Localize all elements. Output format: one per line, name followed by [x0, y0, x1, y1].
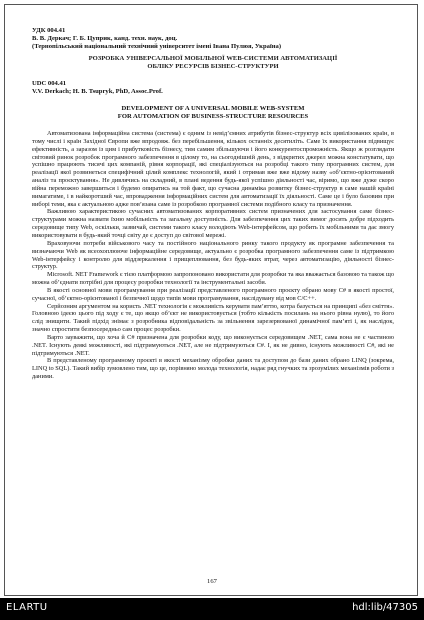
affiliation-ua: (Тернопільський національний технічний університет імені Івана Пулюя, Україна)	[32, 43, 282, 50]
handle-link[interactable]: hdl:lib/47305	[352, 602, 418, 613]
paper-page	[32, 27, 394, 381]
title-en-line1: DEVELOPMENT OF A UNIVERSAL MOBILE WEB-SYSTEM	[121, 105, 305, 112]
title-ua-line1: РОЗРОБКА УНІВЕРСАЛЬНОЇ МОБІЛЬНОЇ WEB-СИСТЕМИ АВТОМАТИЗАЦІЇ	[88, 55, 338, 62]
authors-en: V.V. Derkach; H. B. Tsupryk, PhD, Assoc.Prof.	[32, 88, 163, 95]
body-text	[32, 130, 394, 381]
paragraph-3: Враховуючи потреби військового часу та постійного національного ринку такого продукту як програмне забезпечення та визначаючи Web як всеохоплююче інформаційне середовище, актуально є розробка програмного забезпечення саме із підтримкою Web-інтерфейсу і контролю для віддзеркалення і прищеплювання, без будь-яких втрат, через автоматизацію, діяльності бізнес-структур.	[32, 239, 394, 271]
authors-ua: В. В. Деркач; Г. Б. Цуприк, канд. техн. наук, доц.	[32, 35, 178, 42]
paragraph-4: Microsoft. NET Framework є тією платформою запропоновано використати для розробки та яка вважається базовою та також що можна об’єднати потрібні для процесу розробки технології та інструментальні засоби.	[32, 271, 394, 287]
repository-footer-bar	[0, 598, 424, 620]
paragraph-1: Автоматизована інформаційна система (система) є одним із невід’ємних атрибутів бізнес-структур всіх цивілізованих країн, в тому числі і країн Західної Європи вже впродовж. без перебільшення, кількох останніх десятиліть. Саме їх використання підвищує ефективність, а заразом із цим і прибутковість бізнесу, тим самим збільшуючи і його конкурентоспроможність. Якщо ж розглядати світовий ринок розробок програмного забезпечення в цілому то, на сьогоднішній день, з відкритих джерел можна констатувати, що успішно працюють тисячі цих компаній, рівня корпорації, які спеціалізуються на розробці такого типу програмних систем, для реалізації якої розвинеться специфічний цілий комплекс технологій, який і отримав вже вже відому назву «об’єктно-орієнтований аналіз та проєктування». Не дивлячись на складний, в плані ведення будь-якої успішно діяльності час, віримо, що вже дуже скоро війна переможно завершиться і будемо опиратись на той факт, що сучасна динаміка розвитку бізнес-структур в саме нашій країні вимагатиме, і в найкоротший час, впровадження інформаційних систем для автоматизації їх діяльності. Саме це і було базовим при виборі теми, яка є актуальною адже пов’язана саме із розробкою програмної системи подібного класу та призначення.	[32, 130, 394, 208]
title-ua-line2: ОБЛІКУ РЕСУРСІВ БІЗНЕС-СТРУКТУРИ	[147, 63, 279, 70]
paragraph-6: Серйозним аргументом на користь .NET технологія є можливість керувати пам’яттю, котра базується на принципі «без сміття». Головною ідеєю цього під ходу є те, що якщо об’єкт не використовується (тобто кількість посилань на нього рівна нулю), то його слід знищити. Такий підхід знімає з розробника відповідальність за звільнення зарезервованої динамічної пам’яті і, як наслідок, значно спростити безпосередньо сам процес розробки.	[32, 302, 394, 334]
paragraph-2: Важливою характеристикою сучасних автоматизованих корпоративних систем призначених для застосування саме бізнес-структурами можна назвати їхню мобільність та загальну доступність. Для забезпечення цих таких вимог досить добре підходить середовище типу Web, оскільки, зазвичай, системи такого класу володіють Web-інтерфейсом, що робить їх мобільними та дає змогу використовувати в будь-який точці світу де є доступ до світової мережі.	[32, 208, 394, 239]
repository-name: ELARTU	[6, 602, 48, 613]
udc-ua: УДК 004.41	[32, 27, 66, 34]
paragraph-7: Варто зауважити, що хоча й C# призначена для розробки коду, що виконується середовищем .NET, сама вона не є частиною .NET. Існують деякі можливості, які підтримуються .NET, але не підтримуються C#. І, як не дивно, існують можливості C#, які не підтримуються .NET.	[32, 333, 394, 357]
udc-en: UDC 004.41	[32, 80, 67, 87]
paragraph-8: В представленому програмному проєкті в якості механізму обробки даних та доступом до бази даних обрано LINQ (зокрема, LINQ to SQL). Такий вибір зумовлено тим, що це, порівняно молода технологія, надає ряд гнучких та зрозумілих механізмів роботи з даними.	[32, 357, 394, 381]
paragraph-5: В якості основної мови програмування при реалізації представленого програмного проєкту обрано мову C# в якості простої, сучасної, об’єктно-орієнтованої і безпечної щодо типів мови програмування, наслідувану від мов C/C++.	[32, 286, 394, 302]
page-number: 167	[207, 578, 217, 585]
title-en-line2: FOR AUTOMATION OF BUSINESS-STRUCTURE RESOURCES	[117, 113, 309, 120]
